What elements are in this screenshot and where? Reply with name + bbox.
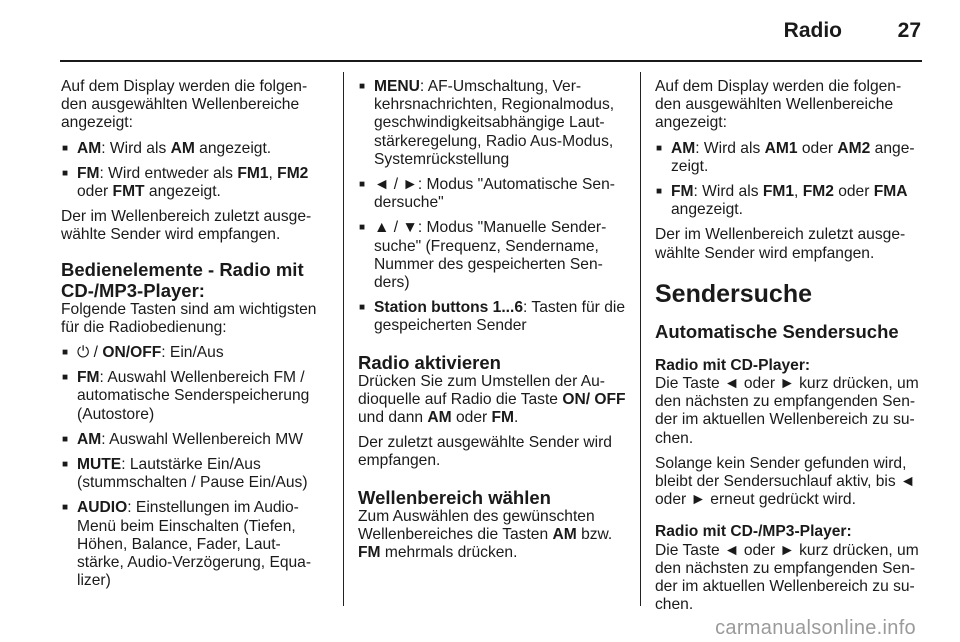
column-divider (343, 72, 344, 606)
text-run: bzw. (576, 525, 613, 543)
list-item (61, 165, 331, 201)
controls-intro: Folgende Tasten sind am wichtigsten für die Radiobedienung: (61, 300, 317, 336)
text-run: Zum Auswählen des gewünschten Wellenbereiches die Tasten (358, 507, 595, 543)
item-text: : Wird als (695, 139, 765, 157)
display-intro: Auf dem Display werden die folgen- den ausgewählten Wellenbereiche angezeigt: (61, 78, 308, 132)
key-label: AM1 (764, 139, 798, 157)
list-item (61, 499, 331, 590)
key-label: FMA (873, 183, 908, 201)
item-text: ange- zeigt. (671, 139, 915, 175)
key-label: AM (671, 139, 696, 157)
subheading-auto-search: Automatische Sendersuche (655, 320, 899, 342)
key-label: FM1 (237, 164, 269, 182)
page-title: Radio (783, 19, 842, 42)
item-text: : Ein/Aus (161, 344, 224, 362)
column-3 (655, 78, 925, 621)
display-intro: Auf dem Display werden die folgen- den ausgewählten Wellenbereiche angezeigt: (655, 78, 902, 132)
text-run: oder (451, 409, 492, 427)
text-run: mehrmals drücken. (380, 544, 518, 562)
item-text: angezeigt. (671, 201, 743, 219)
item-text: ◄ / ►: Modus "Automatische Sen- dersuche" (374, 176, 615, 212)
watermark: carmanualsonline.info (715, 617, 916, 639)
column-2 (358, 78, 631, 569)
item-text: angezeigt. (144, 183, 221, 201)
section-heading-controls: Bedienelemente - Radio mit CD-/MP3-Player: (61, 258, 304, 301)
item-text: : Auswahl Wellenbereich FM / automatische Senderspeicherung (Autostore) (77, 369, 310, 423)
text-run: . (514, 409, 519, 427)
item-text: : Lautstärke Ein/Aus (stummschalten / Pause Ein/Aus) (77, 456, 308, 492)
list-item (358, 176, 631, 212)
section-heading-band: Wellenbereich wählen (358, 486, 551, 508)
key-label: Station buttons 1...6 (374, 299, 524, 317)
list-item (655, 140, 925, 176)
subheading-cd-player: Radio mit CD-Player: (655, 356, 811, 374)
item-text: : Wird entweder als (99, 164, 238, 182)
list-item (61, 456, 331, 492)
item-text: : Auswahl Wellenbereich MW (101, 430, 303, 448)
section-heading-activate: Radio aktivieren (358, 351, 501, 373)
item-text: : Wird als (693, 183, 763, 201)
list-item (61, 344, 331, 362)
item-text: : Einstellungen im Audio- Menü beim Einschalten (Tiefen, Höhen, Balance, Fader, Laut- stärke, Audio-Verzögerung, Equa- lizer) (77, 499, 312, 590)
key-label: AM (552, 525, 577, 543)
band-text (358, 508, 631, 563)
activate-text (358, 373, 631, 428)
last-station-note: Der zuletzt ausgewählte Sender wird empfangen. (358, 434, 612, 470)
list-item (358, 78, 631, 169)
key-label: AM (77, 430, 102, 448)
last-band-note: Der im Wellenbereich zuletzt ausge- wählte Sender wird empfangen. (61, 208, 312, 244)
list-item (358, 299, 631, 335)
text-run: und dann (358, 409, 428, 427)
item-text: oder (833, 183, 874, 201)
cd-search-text: Die Taste ◄ oder ► kurz drücken, um den nächsten zu empfangenden Sen- der im aktuellen Wellenbereich zu su- chen. (655, 375, 919, 447)
key-label: ON/ OFF (562, 390, 626, 408)
subheading-mp3-player: Radio mit CD-/MP3-Player: (655, 523, 852, 541)
page-number: 27 (897, 19, 921, 42)
header-rule (60, 60, 922, 62)
last-band-note: Der im Wellenbereich zuletzt ausge- wählte Sender wird empfangen. (655, 226, 906, 262)
list-item (61, 140, 331, 158)
column-1 (61, 78, 331, 597)
page-header (0, 0, 960, 64)
key-label: MENU (374, 78, 420, 95)
key-label: AM (427, 409, 452, 427)
key-label: AM (77, 139, 102, 157)
item-text: : Wird als (101, 139, 171, 157)
key-label: FM (491, 409, 515, 427)
key-label: MUTE (77, 456, 122, 474)
list-item (358, 219, 631, 292)
item-text: ▲ / ▼: Modus "Manuelle Sender- suche" (Frequenz, Sendername, Nummer des gespeicherten Sen- ders) (374, 219, 607, 292)
list-item (61, 369, 331, 424)
key-label: AM (170, 139, 195, 157)
key-label: FM2 (802, 183, 834, 201)
item-text: oder (797, 139, 838, 157)
key-label: FM (671, 183, 694, 201)
key-label: FM (77, 164, 100, 182)
key-label: AM2 (837, 139, 871, 157)
key-label: FM2 (277, 164, 309, 182)
search-active-note: Solange kein Sender gefunden wird, bleibt der Sendersuchlauf aktiv, bis ◄ oder ► erneut gedrückt wird. (655, 454, 916, 509)
key-label: FM (77, 369, 100, 387)
item-text: : AF-Umschaltung, Ver- kehrsnachrichten, Regionalmodus, geschwindigkeitsabhängige Laut- stärkeregelung, Radio Aus-Modus, Systemrückstellung (374, 78, 615, 168)
key-label: AUDIO (77, 499, 128, 517)
key-label: ON/OFF (102, 344, 162, 362)
list-item (61, 431, 331, 449)
item-text: oder (77, 183, 113, 201)
column-divider (640, 72, 641, 606)
mp3-search-text: Die Taste ◄ oder ► kurz drücken, um den nächsten zu empfangenden Sen- der im aktuellen Wellenbereich zu su- chen. (655, 541, 919, 614)
text-run: Drücken Sie zum Umstellen der Au- dioquelle auf Radio die Taste (358, 372, 605, 408)
item-text: : Tasten für die gespeicherten Sender (374, 299, 626, 335)
section-heading-search: Sendersuche (655, 279, 813, 308)
item-text: , (268, 164, 278, 182)
list-item (655, 183, 925, 219)
key-label: FM (358, 544, 381, 562)
power-icon: ⏻ / (77, 344, 103, 362)
key-label: FMT (112, 183, 145, 201)
item-text: angezeigt. (194, 139, 272, 157)
item-text: , (794, 183, 803, 201)
key-label: FM1 (762, 183, 795, 201)
